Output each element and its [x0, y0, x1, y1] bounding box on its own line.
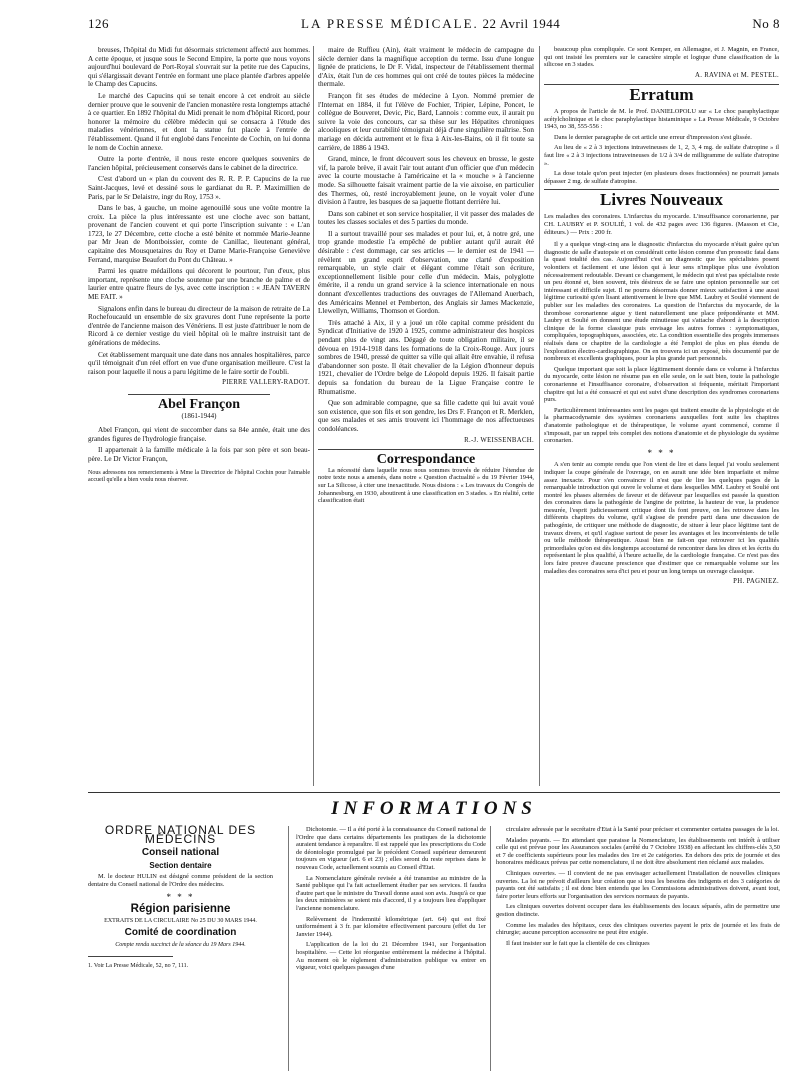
separator-stars: * * * — [166, 891, 195, 902]
obituary-title: Abel Françon — [157, 396, 241, 412]
paragraph: breuses, l'hôpital du Midi fut désormais strictement affecté aux hommes. A cette époque, et jusque sous le Second Empire, la porte que nous voyons aujourd'hui boulevard de Port-Royal s'ouvrait sur la petite rue des Capucins, qui s'élargissait devant l'entrée en formant une place plantée d'arbres appelée le Champ des Capucins. — [88, 46, 310, 89]
region-heading: Région parisienne — [130, 903, 231, 916]
column-middle — [318, 46, 534, 508]
section-dentaire-heading: Section dentaire — [149, 860, 212, 870]
informations-title: INFORMATIONS — [331, 798, 537, 819]
divider — [128, 394, 270, 395]
paragraph: Il faut insister sur le fait que la clientèle de ces cliniques — [506, 939, 650, 947]
paragraph: beaucoup plus compliquée. Ce sont Kemper, en Allemagne, et J. Magnin, en France, qui ont insisté les premiers sur le caractère simple et logique d'une classification de la silicose en 3 stades. — [544, 46, 779, 69]
ordre-heading: ORDRE NATIONAL DES MÉDECINS — [104, 823, 257, 846]
info-column-right — [496, 826, 780, 950]
paragraph: Le marché des Capucins qui se tenait encore à cet endroit au siècle dernier prouve que le souvenir de l'ancien monastère resta longtemps attaché à ce quartier. En 1892 l'hôpital du Midi prenait le nom d'hôpital Ricord, pour honorer la mémoire du célèbre médecin qui se consacra à l'étude des maladies vénériennes, et dont la statue fut placée à l'entrée de l'établissement. Quand il fut englobé dans l'enceinte de Cochin, on lui donna le nom de Cochin annexe. — [88, 91, 310, 152]
signature: PIERRE VALLERY-RADOT. — [222, 379, 310, 387]
paragraph: C'est d'abord un « plan du couvent des R. R. P. P. Capucins de la rue Saint-Jacques, levé et dessiné sous le gardianat du R. P. Maximillien de Paris, par le Sr Delaistre, ingr du Roy, 1753 ». — [88, 175, 310, 201]
column-divider — [313, 46, 314, 786]
paragraph: Particulièrement intéressantes sont les pages qui traitent ensuite de la physiologie et de la pharmacodynamie des systèmes coronariens auxquelles font suite les chapitres d'anatomie pathologique et de thérapeutique, le volume ayant commencé, comme il s'imposait, par un rappel très complet des notions d'anatomie et de physiologie du système coronarien. — [544, 406, 779, 445]
paragraph: Grand, mince, le front découvert sous les cheveux en brosse, le geste vif, la parole brève, il avait l'air tout autant d'un officier que d'un médecin avec la courte moustache à l'américaine et la « mouche » à l'ancienne mode. Sa silhouette faisait vraiment partie de la vie aixoise, en particulier des Thermes, où, resté incroyablement jeune, on le voyait voler d'une division à l'autre, les basques de sa jaquette flottant derrière lui. — [318, 155, 534, 207]
paragraph: Que son admirable compagne, que sa fille cadette qui lui avait voué son existence, que son fils et son gendre, les Drs F. Françon et R. Merklen, que ses malades et ses amis trouvent ici l'hommage de nos affectueuses condoléances. — [318, 399, 534, 433]
paragraph: Malades payants. — En attendant que paraisse la Nomenclature, les établissements ont intérêt à utiliser celle qui est prévue pour les Assurances sociales (arrêté du 7 Octobre 1938) en affectant les chiffres-clés 3,50 et 7 de coefficients supérieurs pour les malades des 1re et 2e catégories. En dehors des prix de journée et des honoraires médicaux prévus par cette nomenclature, il ne doit être absolument rien réclamé aux malades. — [496, 836, 780, 867]
paragraph: A s'en tenir au compte rendu que l'on vient de lire et dans lequel j'ai voulu seulement indiquer la coupe générale de l'ouvrage, on en aurait une idée bien imparfaite et même assez inexacte. Pour s'en convaincre il n'est que de lire les quelques pages de la remarquable introduction qui ouvre le volume et dans lesquelles MM. Laubry et Soulié ont montré les phases alternées de faveur et de défaveur par lesquelles est passée la question des coronaires dans la pathogénie de l'angine de poitrine, la hauteur de vue, la prudence mesurée, l'esprit judicieusement critique dont ils font preuve, on les retrouve dans les différents chapitres du volume, qu'il s'agisse de prendre parti dans une discussion de pathogénie, de critiquer une méthode de diagnostic, de situer à leur place légitime tant de travaux divers, et qu'il s'agisse surtout de peser les avantages et les inconvénients de telle ou telle méthode thérapeutique. Aussi bien ne fait-on que retrouver ici les qualités primordiales qu'on est dès longtemps accoutumé de rencontrer dans les dires et les écrits du représentant le plus qualifié, à l'heure actuelle, de la cardiologie française. Ce n'est pas des lors faire preuve d'aucune prescience que d'estimer que ce remarquable volume sur les maladies des coronaires sera d'ici peu et pour un long temps un ouvrage classique. — [544, 461, 779, 575]
paragraph: Dans le dernier paragraphe de cet article une erreur d'impression s'est glissée. — [554, 133, 752, 141]
issue-number: No 8 — [752, 16, 780, 31]
paragraph: Il a surtout travaillé pour ses malades et pour lui, et, à notre gré, une trop grande modestie l'a empêché de publier autant qu'il aurait été désirable : c'est dommage, car ses articles — le dernier est de 1941 — révèlent un grand esprit d'observation, une clarté d'exposition remarquable, un style clair et élégant comme l'était son écriture, exceptionnellement lisible pour celle d'un médecin. Mais, polyglotte émérite, il a rendu un grand service à la science internationale en nous donnant d'excellentes traductions des ouvrages de l'Allemand Auerbach, des Américains Mennel et Pemberton, des Anglais sir James Mackenzie, Llewellyn, Williams, Thomson et Gordon. — [318, 229, 534, 316]
circulaire-line: EXTRAITS DE LA CIRCULAIRE No 25 DU 30 MARS 1944. — [104, 917, 257, 924]
info-column-left — [88, 823, 273, 970]
paragraph: M. le docteur HULIN est désigné comme président de la section dentaire du Conseil national de l'Ordre des médecins. — [88, 873, 273, 888]
erratum-title: Erratum — [629, 85, 694, 105]
compte-rendu-line: Compte rendu succinct de la séance du 19 Mars 1944. — [115, 941, 246, 948]
paragraph: Il y a quelque vingt-cinq ans le diagnostic d'infarctus du myocarde n'était guère qu'un diagnostic de salle d'autopsie et on considérait cette lésion comme d'un pronostic fatal dans la quasi totalité des cas. Aujourd'hui c'est un diagnostic que les spécialistes posent volontiers et facilement et une lésion qui à leur sens n'implique plus une évolution nécessairement redoutable. Devant ce changement, le médecin qui n'est pas spécialiste reste un peu étonné et, bien souvent, très désireux de se faire une opinion personnelle sur cet intéressant et difficile sujet. Il ne pourra désormais donner mieux satisfaction à une aussi légitime curiosité qu'en lisant attentivement le livre que MM. Laubry et Soulié viennent de publier sur les maladies des coronaires. La question de l'infarctus du myocarde, de la thrombose coronarienne aigue y tient naturellement une place prépondérante et MM. Laubry et Soulié en donnent une étude minutieuse qui s'attache d'abord à la description clinique de la forme classique puis envisage les autres formes : symptomatiques, compliquées, topographiques, associées, etc. La condition essentielle des progrès immenses réalisés dans ce chapitre de la cardiologie a été l'emploi de plus en plus étendu de l'exploration électro-cardiographique. On en trouvera ici un exposé, très documenté par de nombreux et excellents graphiques, pour la plus grande part personnels. — [544, 241, 779, 363]
footnote-rule — [88, 956, 173, 957]
column-divider — [288, 826, 289, 1071]
divider — [318, 449, 534, 450]
paragraph: Outre la porte d'entrée, il nous reste encore quelques souvenirs de l'ancien hôpital, précieusement conservés dans le cabinet de la directrice. — [88, 155, 310, 172]
book-entry: Les maladies des coronaires. L'infarctus du myocarde. L'insuffisance coronarienne, par CH. LAUBRY et P. SOULIÉ, 1 vol. de 432 pages avec 136 figures. (Masson et Cie, éditeurs.) — Prix : 200 fr. — [544, 212, 779, 236]
paragraph: Dans le bas, à gauche, un moine agenouillé sous une voûte montre la croix. La pièce la plus intéressante est une cloche avec son battant, provenant de l'ancien couvent et qui porte l'inscription suivante : « L'an 1723, le 27 Décembre, cette cloche a esté bénite et nommée Marie-Jeanne par Mr Jean de Montboissier, comte de Canillac, lieutenant général, capitaine des Mousquetaires du Roy et Dame Marie-Françoise Geneviève Ferrand, marquise Beaufort du Pont du Château. » — [88, 204, 310, 264]
paragraph: Abel Françon, qui vient de succomber dans sa 84e année, était une des grandes figures de l'hydrologie française. — [88, 426, 310, 443]
paragraph: L'application de la loi du 21 Décembre 1941, sur l'organisation hospitalière. — Cette loi réorganise entièrement la médecine à l'hôpital. Au moment où le règlement d'administration publique va entrer en vigueur, voici quelques passages d'une — [296, 941, 486, 972]
paragraph: La Nomenclature générale revisée a été transmise au ministre de la Santé publique qui l'a fait actuellement étudier par ses services. Il faudra d'autre part que le ministre du Travail donne aussi son avis. Jusqu'à ce que les deux ministères se soient mis d'accord, il y a toujours lieu d'appliquer l'ancienne nomenclature. — [296, 874, 486, 912]
signature: PH. PAGNIEZ. — [733, 578, 779, 586]
paragraph: Comme les malades des hôpitaux, ceux des cliniques ouvertes payent le prix de journée et les frais de chirurgie; aucune perception accessoire ne peut être exigée. — [496, 921, 780, 937]
paragraph: Françon fit ses études de médecine à Lyon. Nommé premier de l'Internat en 1884, il fut l'élève de Fochier, Tripier, Lépine, Poncet, le collègue de Bouveret, Devic, Pic, Bard, Lannois : comme eux, il aurait pu suivre la voie des concours, car sa thèse sur les Hépatites chroniques alcooliques et leur curabilité témoignait déjà d'une singulière maîtrise. Son mariage en décida autrement et le fixa à Aix-les-Bains, où il fit toute sa carrière, de 1886 à 1943. — [318, 91, 534, 152]
section-divider — [88, 792, 780, 793]
paragraph: Très attaché à Aix, il y a joué un rôle capital comme président du Syndicat d'Initiative de 1920 à 1925, comme administrateur des hospices pendant plus de vingt ans. Dégagé de toute obligation militaire, il se dévoua en 1914-1918 dans les formations de la Croix-Rouge. Aux jours sombres de 1940, pressé de quitter sa ville qui allait être envahie, il refusa d'abandonner son poste. Il était chevalier de la Légion d'honneur depuis 1921, chevalier de l'Ordre belge de Léopold depuis 1926. Il faisait partie depuis sa fondation du bureau de la Ligue Française contre le Rhumatisme. — [318, 318, 534, 396]
separator-stars: * * * — [647, 447, 676, 458]
signature: A. RAVINA et M. PESTEL. — [695, 71, 779, 79]
footnote: 1. Voir La Presse Médicale, 52, no 7, 111. — [88, 962, 189, 969]
paragraph: Relèvement de l'indemnité kilométrique (art. 64) qui est fixé uniformément à 3 fr. par kilomètre effectivement parcouru (effet du 1er Janvier 1944). — [296, 915, 486, 938]
paragraph: maire de Ruffieu (Ain), était vraiment le médecin de campagne du siècle dernier dans la magnifique acception du terme. Issu d'une longue lignée de praticiens, le Dr F. Vidal, inspecteur de l'établissement thermal d'Aix, était l'un de ces hommes qui ont créé de toutes pièces la médecine thermale. — [318, 46, 534, 89]
obituary-dates: (1861-1944) — [181, 411, 217, 420]
column-left — [88, 46, 310, 484]
paragraph: Il appartenait à la famille médicale à la fois par son père et son beau-père. Le Dr Victor Françon, — [88, 446, 310, 463]
paragraph: La nécessité dans laquelle nous nous sommes trouvés de réduire l'étendue de notre texte nous a amenés, dans notre « Question d'actualité » du 19 Février 1944, sur La Silicose, à citer une inexactitude. Nous disions : « Les travaux du Congrès de Johannesburg, en 1930, aboutirent à une classification en 3 stades. » En réalité, cette classification était — [318, 466, 534, 505]
new-books-title: Livres Nouveaux — [600, 190, 723, 210]
comite-heading: Comité de coordination — [124, 927, 237, 939]
paragraph: Cet établissement marquait une date dans nos annales hospitalières, parce qu'il témoignait d'un réel effort en vue d'une organisation meilleure. C'est la raison pour laquelle il nous a paru légitime de le faire sortir de l'oubli. — [88, 350, 310, 376]
column-divider — [539, 46, 540, 786]
paragraph: A propos de l'article de M. le Prof. DANIELOPOLU sur « Le choc paraphylactique acétylcholinique et le choc paraphylactique histaminique » La Presse Médicale, 9 Octobre 1943, no 38, 555-556 : — [544, 107, 779, 131]
paragraph: Cliniques ouvertes. — Il convient de ne pas envisager actuellement l'installation de nouvelles cliniques ouvertes. La loi ne prévoit d'ailleurs leur création que si tous les besoins des indigents et des 3 catégories de payants ont été satisfaits ; il est donc bien entendu que les Commissions administratives doivent, avant tout, faire porter leurs efforts sur l'organisation des services normaux de payants. — [496, 869, 780, 900]
info-column-middle — [296, 826, 486, 975]
conseil-national-heading: Conseil national — [141, 847, 220, 859]
paragraph: Au lieu de « 2 à 3 injections intraveineuses de 1, 2, 3, 4 mg. de sulfate d'atropine » il faut lire « 2 à 3 injections intraveineuses de 1/2 à 3/4 de milligramme de sulfate d'atropine ». — [544, 144, 779, 167]
column-right — [544, 46, 779, 591]
paragraph: Dichotomie. — Il a été porté à la connaissance du Conseil national de l'Ordre que dans certains départements les pratiques de la dichotomie auraient tendance à reparaître. Il est rappelé que les prescriptions du Code de déontologie promulgué par le précédent Conseil supérieur demeurent toujours en vigueur (art. 6 et 23) ; elles seront du reste reprises dans le nouveau Code, actuellement soumis au Conseil d'Etat. — [296, 826, 486, 871]
paragraph: La dose totale qu'on peut injecter (en plusieurs doses fractionnées) ne pourrait jamais dépasser 2 mg. de sulfate d'atropine. — [544, 170, 779, 185]
paragraph: Signalons enfin dans le bureau du directeur de la maison de retraite de La Rochefoucauld un ensemble de six gravures dont l'une représente la porte d'entrée de l'ancienne maison des Vénériens. Il est juste d'attribuer le nom de Ricord à ce dernier vestige du vieil hôpital où le maître instruisit tant de générations de médecins. — [88, 304, 310, 347]
signature: R.-J. WEISSENBACH. — [464, 436, 534, 444]
paragraph: Parmi les quatre médaillons qui décorent le pourtour, l'un d'eux, plus important, représente une cloche soutenue par une branche de palme et de laurier entre quatre fleurs de lys, avec cette inscription : « JEAN TAVERN ME FAIT. » — [88, 267, 310, 302]
publication-title: LA PRESSE MÉDICALE. 22 Avril 1944 — [301, 16, 561, 31]
paragraph: Quelque important que soit la place légitimement donnée dans ce volume à l'infarctus du myocarde, cette lésion ne résume pas en elle seule, on le sait bien, toute la pathologie coronarienne et l'insuffisance coronaire, d'observation si fréquente, méritait l'important chapitre qui lui a été consacré et qui est suivi d'une description des syndromes coronariens purs. — [544, 365, 779, 404]
page-header — [88, 16, 780, 38]
paragraph: Les cliniques ouvertes doivent occuper dans les établissements des locaux séparés, afin de permettre une gestion distincte. — [496, 903, 780, 918]
page-number: 126 — [88, 16, 109, 31]
paragraph: circulaire adressée par le secrétaire d'Etat à la Santé pour préciser et commenter certains passages de la loi. — [506, 826, 779, 833]
column-divider — [490, 826, 491, 1071]
footnote: Nous adressons nos remerciements à Mme la Directrice de l'hôpital Cochin pour l'aimable accueil qu'elle a bien voulu nous réserver. — [88, 469, 310, 483]
paragraph: Dans son cabinet et son service hospitalier, il vit passer des malades de toutes les classes sociales et des 5 parties du monde. — [318, 209, 534, 227]
correspondence-title: Correspondance — [376, 452, 476, 468]
